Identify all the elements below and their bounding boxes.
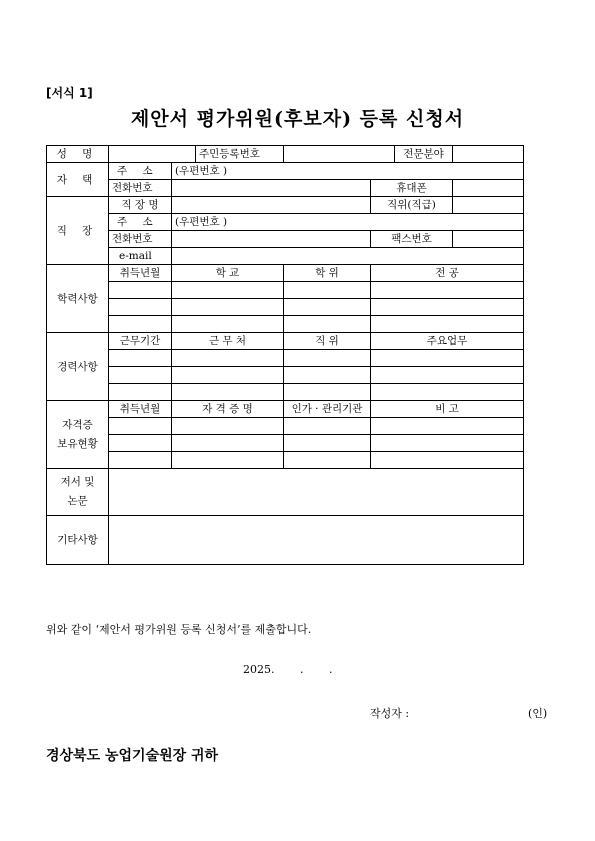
work-company-label: 직 장 명 [109,197,172,214]
home-mobile-label: 휴대폰 [371,180,453,197]
career-row [47,350,524,367]
work-phone-input[interactable] [172,231,371,248]
license-header-name: 자 격 증 명 [172,401,284,418]
publications-label-line2: 논문 [67,495,88,507]
license-header-agency: 인가 · 관리기관 [284,401,371,418]
other-label: 기타사항 [47,516,109,565]
career-row [47,367,524,384]
date-line: 2025. . . [243,663,333,676]
work-position-label: 직위(직급) [371,197,453,214]
career-header-period: 근무기간 [109,333,172,350]
page-title: 제안서 평가위원(후보자) 등록 신청서 [130,108,465,130]
work-fax-input[interactable] [453,231,524,248]
rrn-input[interactable] [284,146,395,163]
education-row [47,282,524,299]
work-company-input[interactable] [172,197,371,214]
home-mobile-input[interactable] [453,180,524,197]
submission-statement: 위와 같이 ‘제안서 평가위원 등록 신청서’를 제출합니다. [46,623,312,636]
work-email-label: e-mail [109,248,172,265]
work-address-label: 주 소 [109,214,172,231]
education-row [47,316,524,333]
publications-label-line1: 저서 및 [60,476,95,488]
career-row [47,384,524,401]
career-header-position: 직 위 [284,333,371,350]
home-phone-input[interactable] [172,180,371,197]
career-header-workplace: 근 무 처 [172,333,284,350]
home-address-label: 주 소 [109,163,172,180]
license-row [47,452,524,469]
publications-label [47,469,109,516]
home-section-label: 자 택 [47,163,109,197]
home-phone-label: 전화번호 [109,180,172,197]
work-fax-label: 팩스번호 [371,231,453,248]
license-section-label [47,401,109,469]
other-input[interactable] [109,516,524,565]
education-header-date: 취득년월 [109,265,172,282]
license-row [47,435,524,452]
field-label: 전문분야 [395,146,453,163]
recipient: 경상북도 농업기술원장 귀하 [46,748,219,764]
rrn-label: 주민등록번호 [196,146,284,163]
license-header-date: 취득년월 [109,401,172,418]
career-section-label: 경력사항 [47,333,109,401]
license-row [47,418,524,435]
seal-label: (인) [528,707,548,720]
education-header-degree: 학 위 [284,265,371,282]
education-row [47,299,524,316]
work-section-label: 직 장 [47,197,109,265]
work-address-input[interactable]: (우편번호 ) [172,214,524,231]
license-section-label-line2: 보유현황 [57,437,98,450]
work-position-input[interactable] [453,197,524,214]
career-header-duties: 주요업무 [371,333,524,350]
education-header-school: 학 교 [172,265,284,282]
license-section-label-line1: 자격증 [62,418,93,431]
publications-input[interactable] [109,469,524,516]
home-address-input[interactable]: (우편번호 ) [172,163,524,180]
work-email-input[interactable] [172,248,524,265]
education-header-major: 전 공 [371,265,524,282]
education-section-label: 학력사항 [47,265,109,333]
name-label: 성 명 [47,146,109,163]
license-header-note: 비 고 [371,401,524,418]
form-number-label: [서식 1] [46,86,93,100]
name-input[interactable] [109,146,196,163]
field-input[interactable] [453,146,524,163]
application-form-table [46,145,524,565]
work-phone-label: 전화번호 [109,231,172,248]
author-label: 작성자 : [370,707,410,720]
